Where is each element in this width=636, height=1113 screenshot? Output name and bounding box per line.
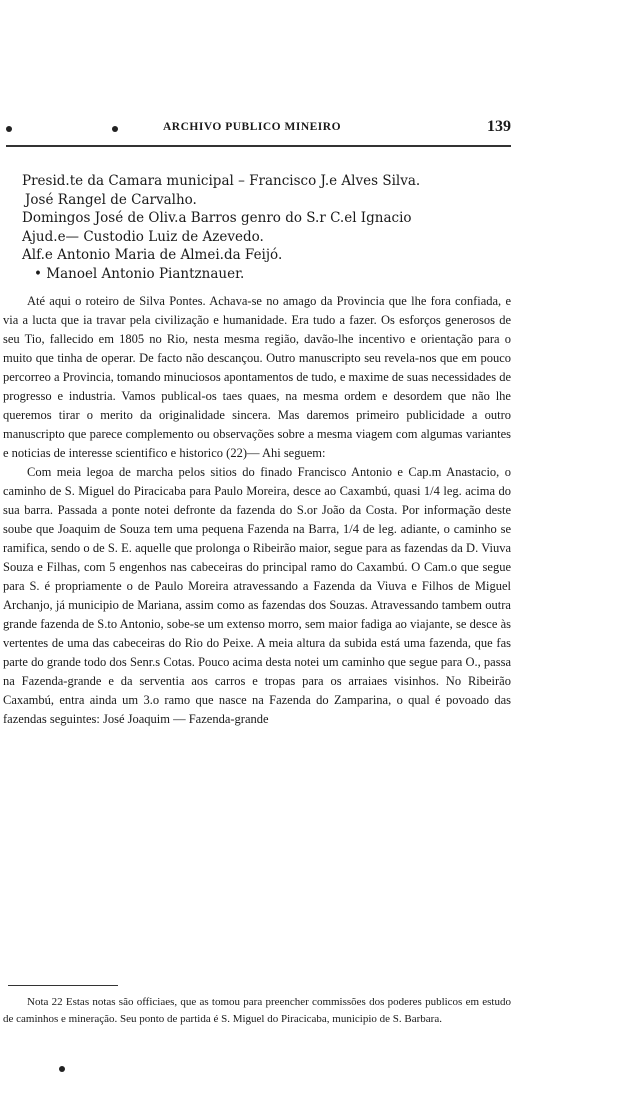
body-text — [3, 292, 511, 729]
signatory-line: Presid.te da Camara municipal – Francisco J.e Alves Silva. — [22, 173, 421, 189]
signatory-line: Alf.e Antonio Maria de Almei.da Feijó. — [22, 247, 283, 263]
running-header — [6, 118, 511, 142]
footnote — [3, 994, 511, 1028]
signatory-line: • Manoel Antonio Piantznauer. — [34, 265, 245, 282]
bullet-mark-bottom — [59, 1066, 65, 1072]
header-rule — [6, 145, 511, 147]
signatory-line: Domingos José de Oliv.a Barros genro do S.r C.el Ignacio — [22, 210, 412, 226]
signatories-list — [22, 172, 522, 283]
paragraph: Até aqui o roteiro de Silva Pontes. Achava-se no amago da Provincia que lhe fora confiada, e via a lucta que ia travar pela civilização e humanidade. Era tudo a fazer. Os esforços generosos de seu Tio, fallecido em 1805 no Rio, nesta mesma região, davão-lhe incentivo e orientação para o muito que tinha de operar. De facto não descançou. Outro manuscripto seu revela-nos que em pouco percorreo a Provincia, tomando minuciosos apontamentos de tudo, e maxime de suas necessidades de progresso e industria. Vamos publical-os taes quaes, na mesma ordem e desordem que não lhe queremos tirar o merito da originalidade sincera. Mas daremos primeiro publicidade a outro manuscripto que parece complemento ou observações sobre a mesma viagem com algumas variantes e noticias de interesse scientifico e historico (22)— Ahi seguem: — [3, 294, 511, 460]
signatory-line: Ajud.e— Custodio Luiz de Azevedo. — [22, 228, 264, 245]
header-title: ARCHIVO PUBLICO MINEIRO — [163, 121, 342, 133]
footnote-rule — [8, 985, 118, 986]
page-number: 139 — [487, 118, 511, 135]
paragraph: Com meia legoa de marcha pelos sitios do finado Francisco Antonio e Cap.m Anastacio, o caminho de S. Miguel do Piracicaba para Paulo Moreira, desce ao Caxambú, quasi 1/4 leg. acima do sua barra. Passada a ponte notei defronte da fazenda do S.or João da Costa. Por informação deste soube que Joaquim de Souza tem uma pequena Fazenda na Barra, 1/4 de leg. adiante, o caminho se ramifica, sendo o de S. E. aquelle que prolonga o Ribeirão maior, segue para as fazendas da D. Viuva Souza e Filhas, com 5 engenhos nas cabeceiras do principal ramo do Caxambú. O Cam.o que segue para S. é propriamente o de Paulo Moreira atravessando a Fazenda da Viuva e Filhos de Miguel Archanjo, já municipio de Mariana, assim como as fazendas dos Souzas. Atravessando tambem outra grande fazenda de S.to Antonio, sobe-se um extenso morro, sem maior fadiga ao viajante, se desce às vertentes de uma das cabeceiras do Rio do Peixe. A meia altura da subida está uma fazenda, que fas parte do grande todo dos Senr.s Cotas. Pouco acima desta notei um caminho que segue para O., passa na Fazenda-grande e da serventia aos carros e tropas para os arraiaes visinhos. No Ribeirão Caxambú, entra ainda um 3.o ramo que nasce na Fazenda do Zamparina, o qual é povoado das fazendas seguintes: José Joaquim — Fazenda-grande — [3, 465, 511, 726]
signatory-line: José Rangel de Carvalho. — [25, 191, 197, 208]
footnote-text: Nota 22 Estas notas são officiaes, que as tomou para preencher commissões dos poderes publicos em estudo de caminhos e mineração. Seu ponto de partida é S. Miguel do Piracicaba, municipio de S. Barbara. — [3, 996, 511, 1025]
